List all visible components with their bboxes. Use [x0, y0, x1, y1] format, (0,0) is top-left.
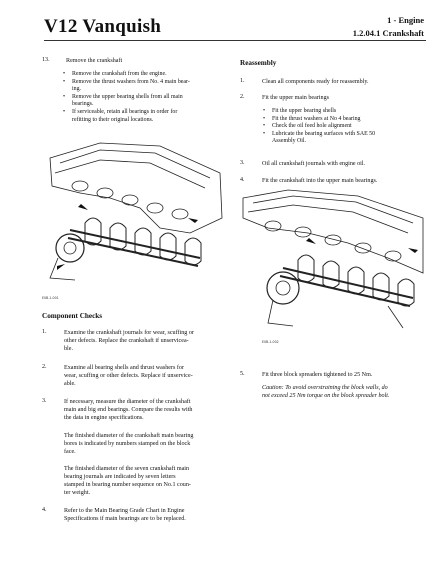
- step-number: 2.: [240, 94, 245, 100]
- section-header: [353, 14, 424, 40]
- step-title: Remove the crankshaft: [66, 58, 123, 64]
- header-divider: [44, 40, 426, 41]
- crankshaft-installation-illustration: [238, 188, 428, 338]
- page-title: V12 Vanquish: [44, 16, 162, 37]
- figure-code: E0B-1-002: [262, 340, 279, 344]
- section-heading: Reassembly: [240, 59, 277, 67]
- step-number: 13.: [42, 57, 50, 63]
- step-number: 3.: [240, 160, 245, 166]
- step-bullet-list: [62, 71, 222, 124]
- list-item: • Lubricate the bearing surfaces with SAE 50 Assembly Oil.: [262, 131, 422, 146]
- check-item-text: If necessary, measure the diameter of the crankshaft main and big end bearings. Compare the results with the data in engine specifications.: [64, 399, 193, 421]
- list-item: • Remove the crankshaft from the engine.: [62, 71, 222, 79]
- step-text: Fit the upper main bearings: [262, 95, 330, 101]
- step-text: Clean all components ready for reassembly.: [262, 79, 369, 85]
- section-title: 1 - Engine: [387, 15, 424, 25]
- list-item: • If serviceable, retain all bearings in order for refitting to their original locations.: [62, 109, 222, 124]
- list-item: • Check the oil feed hole alignment: [262, 123, 422, 131]
- step-text: Fit three block spreaders tightened to 25 Nm.: [262, 372, 373, 378]
- caution-note: Caution: To avoid overstraining the block walls, do not exceed 25 Nm torque on the block spreader bolt.: [262, 385, 390, 399]
- check-item-text: Refer to the Main Bearing Grade Chart in Engine Specifications if main bearings are to be replaced.: [64, 508, 186, 522]
- list-item: • Fit the thrust washers at No 4 bearing: [262, 116, 422, 124]
- figure-code: E0B-1-001: [42, 296, 59, 300]
- check-item-text: The finished diameter of the seven crankshaft main bearing journals are indicated by seven letters stamped in bearing number sequence on No.1 coun- ter weight.: [64, 466, 191, 496]
- step-number: 4.: [240, 177, 245, 183]
- list-item: • Fit the upper bearing shells: [262, 108, 422, 116]
- item-number: 3.: [42, 398, 47, 404]
- item-number: 2.: [42, 364, 47, 370]
- step-text: Fit the crankshaft into the upper main bearings.: [262, 178, 378, 184]
- check-item-text: The finished diameter of the crankshaft main bearing bores is indicated by numbers stamped on the block face.: [64, 433, 194, 455]
- list-item: • Remove the thrust washers from No. 4 main bear- ing.: [62, 79, 222, 94]
- subsection-title: 1.2.04.1 Crankshaft: [352, 28, 424, 38]
- step-text: Oil all crankshaft journals with engine oil.: [262, 161, 366, 167]
- step-number: 5.: [240, 371, 245, 377]
- check-item-text: Examine all bearing shells and thrust washers for wear, scuffing or other defects. Replace if unservice- able.: [64, 365, 193, 387]
- step-bullet-list: [262, 108, 422, 146]
- item-number: 1.: [42, 329, 47, 335]
- item-number: 4.: [42, 507, 47, 513]
- check-item-text: Examine the crankshaft journals for wear, scuffing or other defects. Replace the crankshaft if unservicea- ble.: [64, 330, 194, 352]
- step-number: 1.: [240, 78, 245, 84]
- list-item: • Remove the upper bearing shells from all main bearings.: [62, 94, 222, 109]
- section-heading: Component Checks: [42, 312, 103, 320]
- crankshaft-removal-illustration: [40, 138, 226, 294]
